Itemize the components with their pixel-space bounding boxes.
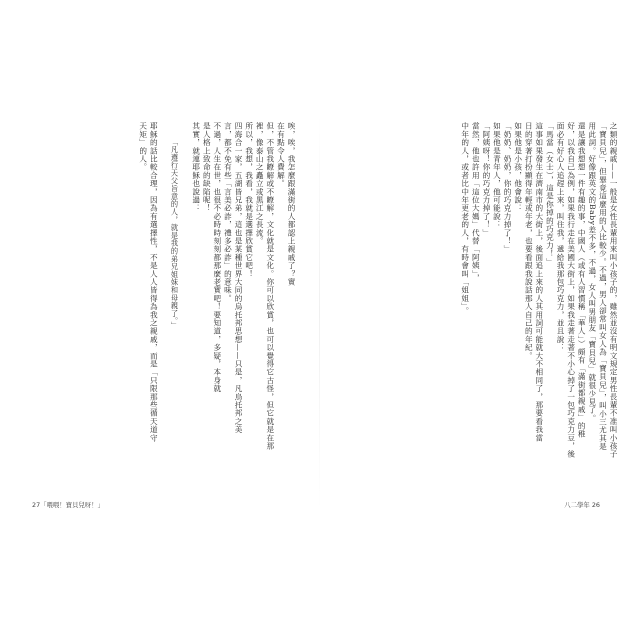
right-page-text-column (360, 122, 618, 492)
text-line: 「阿姨呀！你的巧克力掉了！」 (481, 122, 491, 237)
text-line: 中年的人，或者比中年更老的人，有時會叫「姐姐」。 (460, 122, 470, 315)
text-line: 「馬當（女士），這是你掉的巧克力！」 (545, 122, 555, 266)
text-line: 裡，像泰山之矗立或黑江之長流。 (255, 122, 265, 245)
right-page (320, 0, 640, 640)
text-line: 如果他是小孩，他會說： (513, 122, 523, 213)
text-line: 唉，唉，我怎麼跟滿街的人都認上親戚了？實 (287, 122, 296, 286)
text-line: 不過，人生在世，也很不必時時刻刻都那麼老實吧！要知道，多疑，本身就 (212, 122, 222, 393)
text-line: 四海合一家，五湖皆兄弟，這也是某種世界大同的烏托邦思想——只是，凡烏托邦之美 (234, 122, 244, 434)
left-page-footer: 27「喂喂！寶貝兒呀！」 (32, 501, 105, 509)
text-line: 之類的親戚——一般是女性長輩用來叫小孩子的，雖然並沒有明文規定男性長輩不准叫小孩子 (609, 122, 618, 459)
text-line: 這事如果發生在濟南市的大街上，後面追上來的人其用詞可能就大不相同了，那要看我當 (534, 122, 544, 442)
text-line: 好，以我自己為例，如果我行走在美國大街上，如果我走著走著不小心掉了一包巧克力豆，後 (566, 122, 576, 459)
text-line: 但，不管我瞭解或不瞭解，文化就是文化。你可以欣賞，也可以覺得它古怪，但它就是在那 (265, 122, 275, 450)
text-line: 在有點令人費解。 (276, 122, 286, 188)
text-line: 其實，就連耶穌也說過： (191, 122, 201, 213)
left-page-text-column (28, 122, 296, 492)
text-line: 所以，我想，我看，我就是選擇欣賞它吧！ (244, 122, 254, 278)
text-line: 「寶貝兒」，但畢竟這麼用的人比較少。不過，男人卻常叫女人為「寶貝兒」，叫小三尤其是 (598, 122, 608, 451)
text-line: 言，都不免有些「言美必詐，禮多必詐」的意味。 (223, 122, 233, 303)
right-page-footer: 八二學年 26 (564, 501, 600, 509)
text-line: 當然，他也許用「這位大媽」代替「阿姨」， (471, 122, 481, 283)
text-line: 天矩」的人。 (138, 122, 148, 172)
text-line: 面必有好心人追趕上來，叫住我，遞給我那包巧克力，並且說： (556, 122, 566, 352)
text-line: 如果他是青年人，他可能說： (492, 122, 502, 229)
text-line: 日的穿著打扮顯得年輕或年老，也要看跟我說話那人自己的年紀。 (524, 122, 534, 360)
text-line: 還是讓我想想一件有趣的事，中國人（或有人習慣稱「華人」）頗有「滿街都親戚」的稚 (577, 122, 587, 438)
text-line: 是人格上致命的缺陷呢！ (202, 122, 212, 213)
text-line: 耶穌的話比較合理，因為有選擇性，不是人人皆得為我之親戚，而是「只限那些循天道守 (149, 122, 159, 442)
text-line: 用此詞。好像跟英文的Baby差不多，不過，女人叫男朋友「寶貝兒」就很少見了。 (587, 122, 597, 423)
text-line: 「奶奶、奶奶，你的巧克力掉了！」 (503, 122, 513, 254)
quote-line: 「凡遵行天父旨意的人，就是我的弟兄姐妹和母親了。」 (170, 138, 180, 330)
